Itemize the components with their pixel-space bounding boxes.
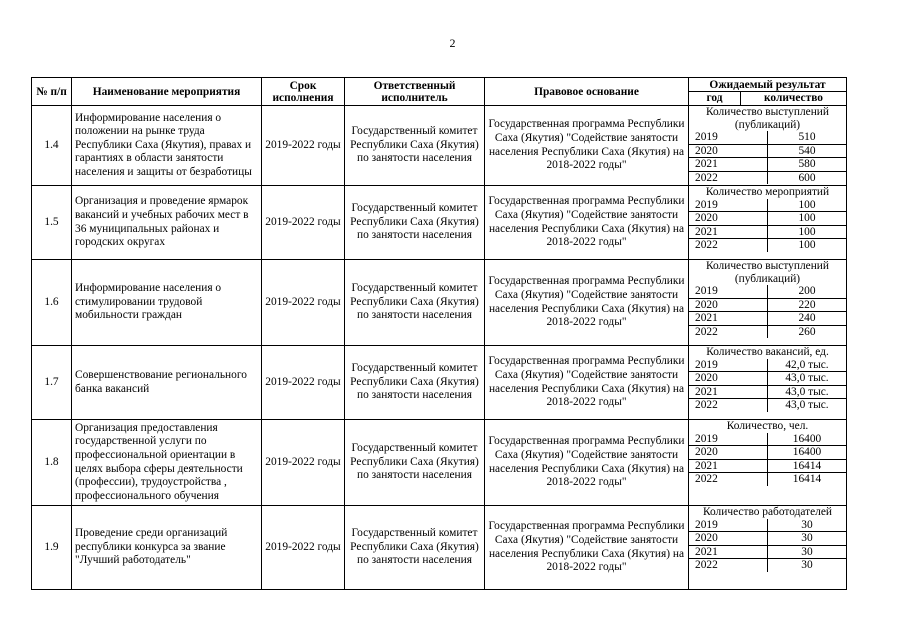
header-basis: Правовое основание — [485, 78, 689, 106]
event-legal-basis: Государственная программа Республики Саха (Якутия) "Содействие занятости населения Республики Саха (Якутия) на 2018-2022 годы" — [485, 346, 689, 420]
header-num: № п/п — [32, 78, 72, 106]
header-result: Ожидаемый результат — [689, 78, 847, 92]
result-value: 42,0 тыс. — [768, 359, 847, 372]
result-year: 2019 — [689, 285, 768, 298]
result-value: 30 — [768, 519, 847, 532]
result-indicator: Количество выступлений (публикаций) — [705, 106, 830, 131]
result-year: 2021 — [689, 158, 768, 172]
result-row — [689, 158, 846, 172]
result-row — [689, 325, 846, 338]
result-value: 30 — [768, 545, 847, 559]
result-value: 580 — [768, 158, 847, 172]
header-executor: Ответственный исполнитель — [345, 78, 485, 106]
result-value: 240 — [768, 312, 847, 326]
result-value: 16400 — [768, 446, 847, 460]
result-value: 220 — [768, 298, 847, 312]
result-indicator: Количество выступлений (публикаций) — [705, 260, 830, 285]
result-indicator: Количество, чел. — [726, 420, 809, 432]
result-row — [689, 171, 846, 184]
expected-result — [689, 186, 847, 260]
event-executor: Государственный комитет Республики Саха (Якутия) по занятости населения — [345, 186, 485, 260]
event-executor: Государственный комитет Республики Саха (Якутия) по занятости населения — [345, 346, 485, 420]
result-row — [689, 199, 846, 212]
expected-result — [689, 260, 847, 346]
result-row — [689, 225, 846, 239]
result-row — [689, 285, 846, 298]
result-value: 100 — [768, 225, 847, 239]
event-term: 2019-2022 годы — [262, 346, 345, 420]
event-name: Информирование населения о положении на рынке труда Республики Саха (Якутия), правах и гарантиях в области занятости населения и защиты от безработицы — [72, 106, 262, 186]
result-row — [689, 459, 846, 473]
result-year: 2019 — [689, 359, 768, 372]
result-value: 16414 — [768, 459, 847, 473]
event-legal-basis: Государственная программа Республики Саха (Якутия) "Содействие занятости населения Республики Саха (Якутия) на 2018-2022 годы" — [485, 106, 689, 186]
result-indicator: Количество работодателей — [702, 506, 832, 518]
result-row — [689, 144, 846, 158]
result-year: 2019 — [689, 519, 768, 532]
event-name: Совершенствование регионального банка вакансий — [72, 346, 262, 420]
header-year: год — [689, 92, 741, 105]
row-number: 1.7 — [32, 346, 72, 420]
row-number: 1.6 — [32, 260, 72, 346]
result-year: 2020 — [689, 532, 768, 546]
events-table — [31, 77, 847, 590]
header-result-sub — [689, 92, 847, 106]
result-year: 2022 — [689, 171, 768, 184]
result-row — [689, 545, 846, 559]
result-value: 540 — [768, 144, 847, 158]
event-legal-basis: Государственная программа Республики Саха (Якутия) "Содействие занятости населения Республики Саха (Якутия) на 2018-2022 годы" — [485, 420, 689, 506]
result-year: 2022 — [689, 399, 768, 412]
result-row — [689, 212, 846, 226]
header-quantity: количество — [764, 92, 823, 105]
event-name: Организация предоставления государственной услуги по профессиональной ориентации в целях выбора сферы деятельности (профессии), трудоустройства , профессионального обучения — [72, 420, 262, 506]
result-value: 510 — [768, 131, 847, 144]
result-indicator: Количество вакансий, ед. — [706, 346, 829, 358]
result-value: 600 — [798, 171, 816, 184]
event-name: Проведение среди организаций республики конкурса за звание "Лучший работодатель" — [72, 506, 262, 590]
event-executor: Государственный комитет Республики Саха (Якутия) по занятости населения — [345, 420, 485, 506]
result-row — [689, 298, 846, 312]
row-number: 1.8 — [32, 420, 72, 506]
result-row — [689, 399, 846, 412]
result-year: 2020 — [689, 298, 768, 312]
result-row — [689, 473, 846, 486]
result-year: 2020 — [689, 372, 768, 386]
result-value: 43,0 тыс. — [785, 399, 829, 411]
result-year: 2022 — [689, 325, 768, 338]
event-name: Информирование населения о стимулировании трудовой мобильности граждан — [72, 260, 262, 346]
result-row — [689, 131, 846, 144]
expected-result — [689, 106, 847, 186]
result-row — [689, 559, 846, 572]
result-year: 2021 — [689, 459, 768, 473]
result-row — [689, 433, 846, 446]
result-row — [689, 239, 846, 252]
table-row — [32, 186, 847, 260]
result-value: 43,0 тыс. — [768, 372, 847, 386]
event-legal-basis: Государственная программа Республики Саха (Якутия) "Содействие занятости населения Республики Саха (Якутия) на 2018-2022 годы" — [485, 506, 689, 590]
result-row — [689, 359, 846, 372]
header-name: Наименование мероприятия — [72, 78, 262, 106]
table-body — [32, 106, 847, 590]
result-value: 30 — [801, 559, 813, 571]
result-value: 200 — [768, 285, 847, 298]
event-legal-basis: Государственная программа Республики Саха (Якутия) "Содействие занятости населения Республики Саха (Якутия) на 2018-2022 годы" — [485, 260, 689, 346]
result-row — [689, 519, 846, 532]
result-value: 30 — [768, 532, 847, 546]
table-row — [32, 420, 847, 506]
result-year: 2019 — [689, 433, 768, 446]
result-row — [689, 446, 846, 460]
expected-result — [689, 506, 847, 590]
result-year: 2022 — [689, 559, 768, 572]
result-row — [689, 372, 846, 386]
event-term: 2019-2022 годы — [262, 106, 345, 186]
result-year: 2022 — [689, 473, 768, 486]
page-number: 2 — [449, 36, 456, 50]
result-value: 100 — [768, 199, 847, 212]
result-year: 2021 — [689, 312, 768, 326]
result-value: 100 — [798, 239, 816, 251]
row-number: 1.5 — [32, 186, 72, 260]
event-term: 2019-2022 годы — [262, 186, 345, 260]
event-term: 2019-2022 годы — [262, 506, 345, 590]
header-term: Срок исполнения — [262, 78, 345, 106]
result-row — [689, 532, 846, 546]
result-row — [689, 385, 846, 399]
event-executor: Государственный комитет Республики Саха (Якутия) по занятости населения — [345, 260, 485, 346]
event-legal-basis: Государственная программа Республики Саха (Якутия) "Содействие занятости населения Республики Саха (Якутия) на 2018-2022 годы" — [485, 186, 689, 260]
event-term: 2019-2022 годы — [262, 260, 345, 346]
table-row — [32, 506, 847, 590]
event-name: Организация и проведение ярмарок вакансий и учебных рабочих мест в 36 муниципальных районах и городских округах — [72, 186, 262, 260]
result-indicator: Количество мероприятий — [705, 186, 830, 198]
result-row — [689, 312, 846, 326]
result-value: 260 — [798, 325, 816, 338]
expected-result — [689, 346, 847, 420]
result-year: 2020 — [689, 446, 768, 460]
result-year: 2021 — [689, 225, 768, 239]
table-row — [32, 346, 847, 420]
result-year: 2019 — [689, 199, 768, 212]
row-number: 1.9 — [32, 506, 72, 590]
event-executor: Государственный комитет Республики Саха (Якутия) по занятости населения — [345, 506, 485, 590]
result-value: 100 — [768, 212, 847, 226]
result-year: 2020 — [689, 144, 768, 158]
table-row — [32, 106, 847, 186]
result-value: 43,0 тыс. — [768, 385, 847, 399]
table-row — [32, 260, 847, 346]
result-value: 16414 — [792, 473, 822, 485]
row-number: 1.4 — [32, 106, 72, 186]
result-year: 2021 — [689, 385, 768, 399]
event-term: 2019-2022 годы — [262, 420, 345, 506]
result-value: 16400 — [768, 433, 847, 446]
expected-result — [689, 420, 847, 506]
result-year: 2020 — [689, 212, 768, 226]
result-year: 2021 — [689, 545, 768, 559]
result-year: 2019 — [689, 131, 768, 144]
event-executor: Государственный комитет Республики Саха (Якутия) по занятости населения — [345, 106, 485, 186]
result-year: 2022 — [689, 239, 768, 252]
